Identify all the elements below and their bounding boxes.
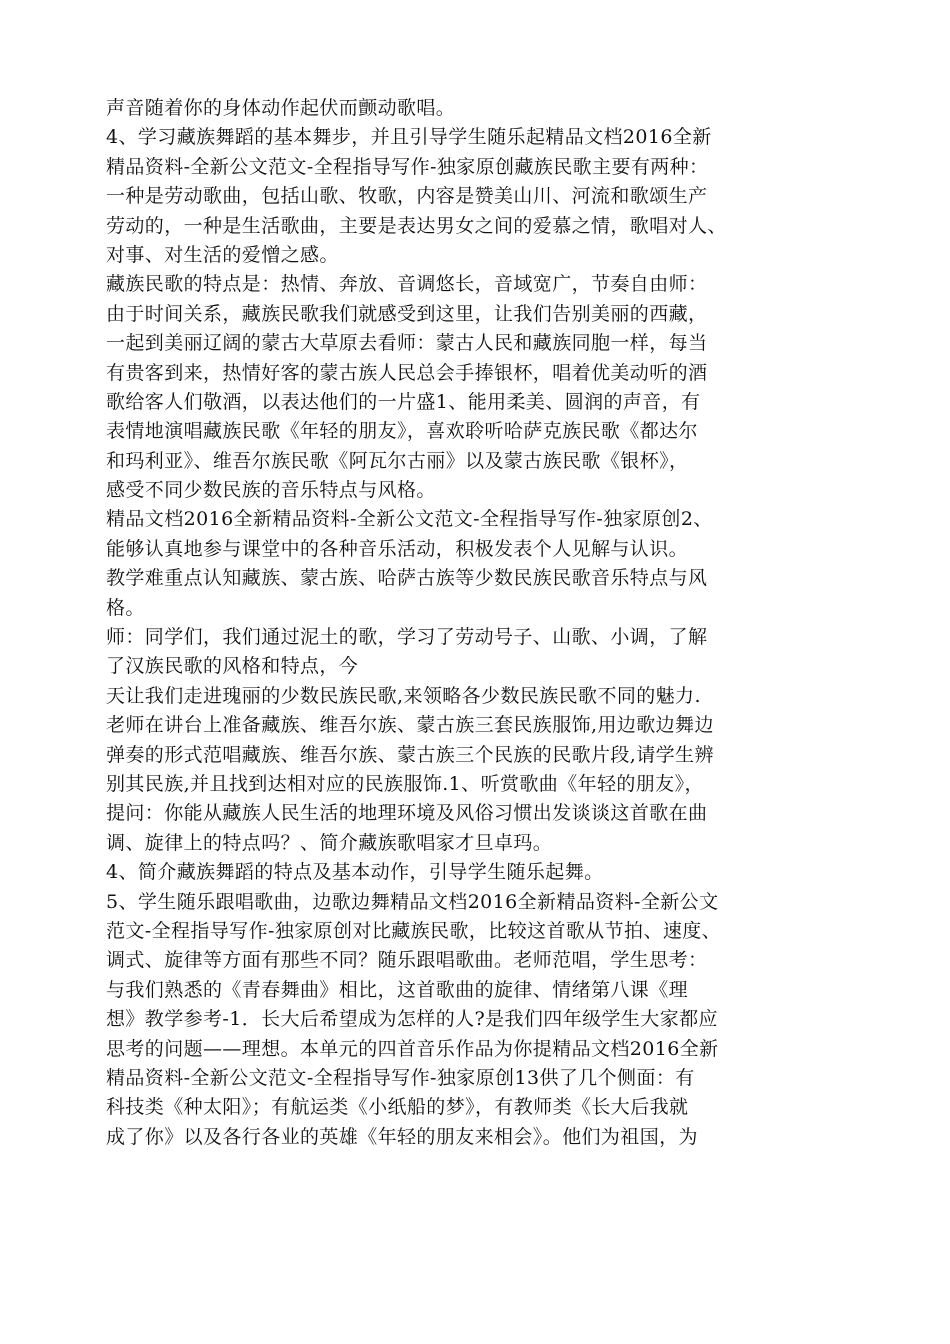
text-line: 天让我们走进瑰丽的少数民族民歌,来领略各少数民族民歌不同的魅力. bbox=[106, 684, 701, 707]
text-line: 精品资料-全新公文范文-全程指导写作-独家原创藏族民歌主要有两种： bbox=[106, 155, 709, 178]
text-line: 劳动的，一种是生活歌曲，主要是表达男女之间的爱慕之情，歌唱对人、 bbox=[106, 214, 727, 237]
text-line: 师：同学们，我们通过泥土的歌，学习了劳动号子、山歌、小调，了解 bbox=[106, 626, 708, 649]
body-text bbox=[106, 94, 836, 1152]
text-line: 能够认真地参与课堂中的各种音乐活动，积极发表个人见解与认识。 bbox=[106, 537, 689, 560]
text-line: 藏族民歌的特点是：热情、奔放、音调悠长，音域宽广，节奏自由师： bbox=[106, 273, 708, 296]
text-line: 表情地演唱藏族民歌《年轻的朋友》，喜欢聆听哈萨克族民歌《都达尔 bbox=[106, 420, 698, 443]
text-line: 歌给客人们敬酒，以表达他们的一片盛1、能用柔美、圆润的声音，有 bbox=[106, 390, 701, 413]
text-line: 老师在讲台上准备藏族、维吾尔族、蒙古族三套民族服饰,用边歌边舞边 bbox=[106, 714, 714, 737]
text-line: 科技类《种太阳》；有航运类《小纸船的梦》，有教师类《长大后我就 bbox=[106, 1096, 689, 1119]
text-line: 思考的问题——理想。本单元的四首音乐作品为你提精品文档2016全新 bbox=[106, 1037, 719, 1060]
text-line: 了汉族民歌的风格和特点，今 bbox=[106, 655, 359, 678]
text-line: 别其民族,并且找到达相对应的民族服饰.1、听赏歌曲《年轻的朋友》， bbox=[106, 772, 704, 795]
text-line: 格。 bbox=[106, 596, 145, 619]
text-line: 提问：你能从藏族人民生活的地理环境及风俗习惯出发谈谈这首歌在曲 bbox=[106, 802, 708, 825]
text-line: 4、学习藏族舞蹈的基本舞步，并且引导学生随乐起精品文档2016全新 bbox=[106, 126, 712, 149]
text-line: 教学难重点认知藏族、蒙古族、哈萨古族等少数民族民歌音乐特点与风 bbox=[106, 567, 708, 590]
text-line: 声音随着你的身体动作起伏而颤动歌唱。 bbox=[106, 97, 456, 119]
text-line: 感受不同少数民族的音乐特点与风格。 bbox=[106, 479, 436, 502]
text-line: 对事、对生活的爱憎之感。 bbox=[106, 243, 339, 266]
text-line: 4、简介藏族舞蹈的特点及基本动作，引导学生随乐起舞。 bbox=[106, 861, 604, 884]
text-line: 想》教学参考-1．长大后希望成为怎样的人?是我们四年级学生大家都应 bbox=[106, 1008, 718, 1031]
text-line: 调式、旋律等方面有那些不同？随乐跟唱歌曲。老师范唱，学生思考： bbox=[106, 949, 708, 972]
text-line: 精品资料-全新公文范文-全程指导写作-独家原创13供了几个侧面：有 bbox=[106, 1066, 695, 1089]
text-line: 与我们熟悉的《青春舞曲》相比，这首歌曲的旋律、情绪第八课《理 bbox=[106, 978, 689, 1001]
text-line: 精品文档2016全新精品资料-全新公文范文-全程指导写作-独家原创2、 bbox=[106, 508, 713, 531]
text-line: 弹奏的形式范唱藏族、维吾尔族、蒙古族三个民族的民歌片段,请学生辨 bbox=[106, 743, 714, 766]
text-line: 调、旋律上的特点吗？、简介藏族歌唱家才旦卓玛。 bbox=[106, 831, 553, 854]
text-line: 由于时间关系，藏族民歌我们就感受到这里，让我们告别美丽的西藏， bbox=[106, 302, 708, 325]
text-line: 范文-全程指导写作-独家原创对比藏族民歌，比较这首歌从节拍、速度、 bbox=[106, 919, 722, 942]
text-line: 和玛利亚》、维吾尔族民歌《阿瓦尔古丽》以及蒙古族民歌《银杯》， bbox=[106, 449, 689, 472]
text-line: 成了你》以及各行各业的英雄《年轻的朋友来相会》。他们为祖国，为 bbox=[106, 1125, 698, 1148]
text-line: 一种是劳动歌曲，包括山歌、牧歌，内容是赞美山川、河流和歌颂生产 bbox=[106, 185, 708, 208]
text-line: 5、学生随乐跟唱歌曲，边歌边舞精品文档2016全新精品资料-全新公文 bbox=[106, 890, 719, 913]
text-line: 一起到美丽辽阔的蒙古大草原去看师：蒙古人民和藏族同胞一样，每当 bbox=[106, 332, 708, 355]
text-line: 有贵客到来，热情好客的蒙古族人民总会手捧银杯，唱着优美动听的酒 bbox=[106, 361, 708, 384]
